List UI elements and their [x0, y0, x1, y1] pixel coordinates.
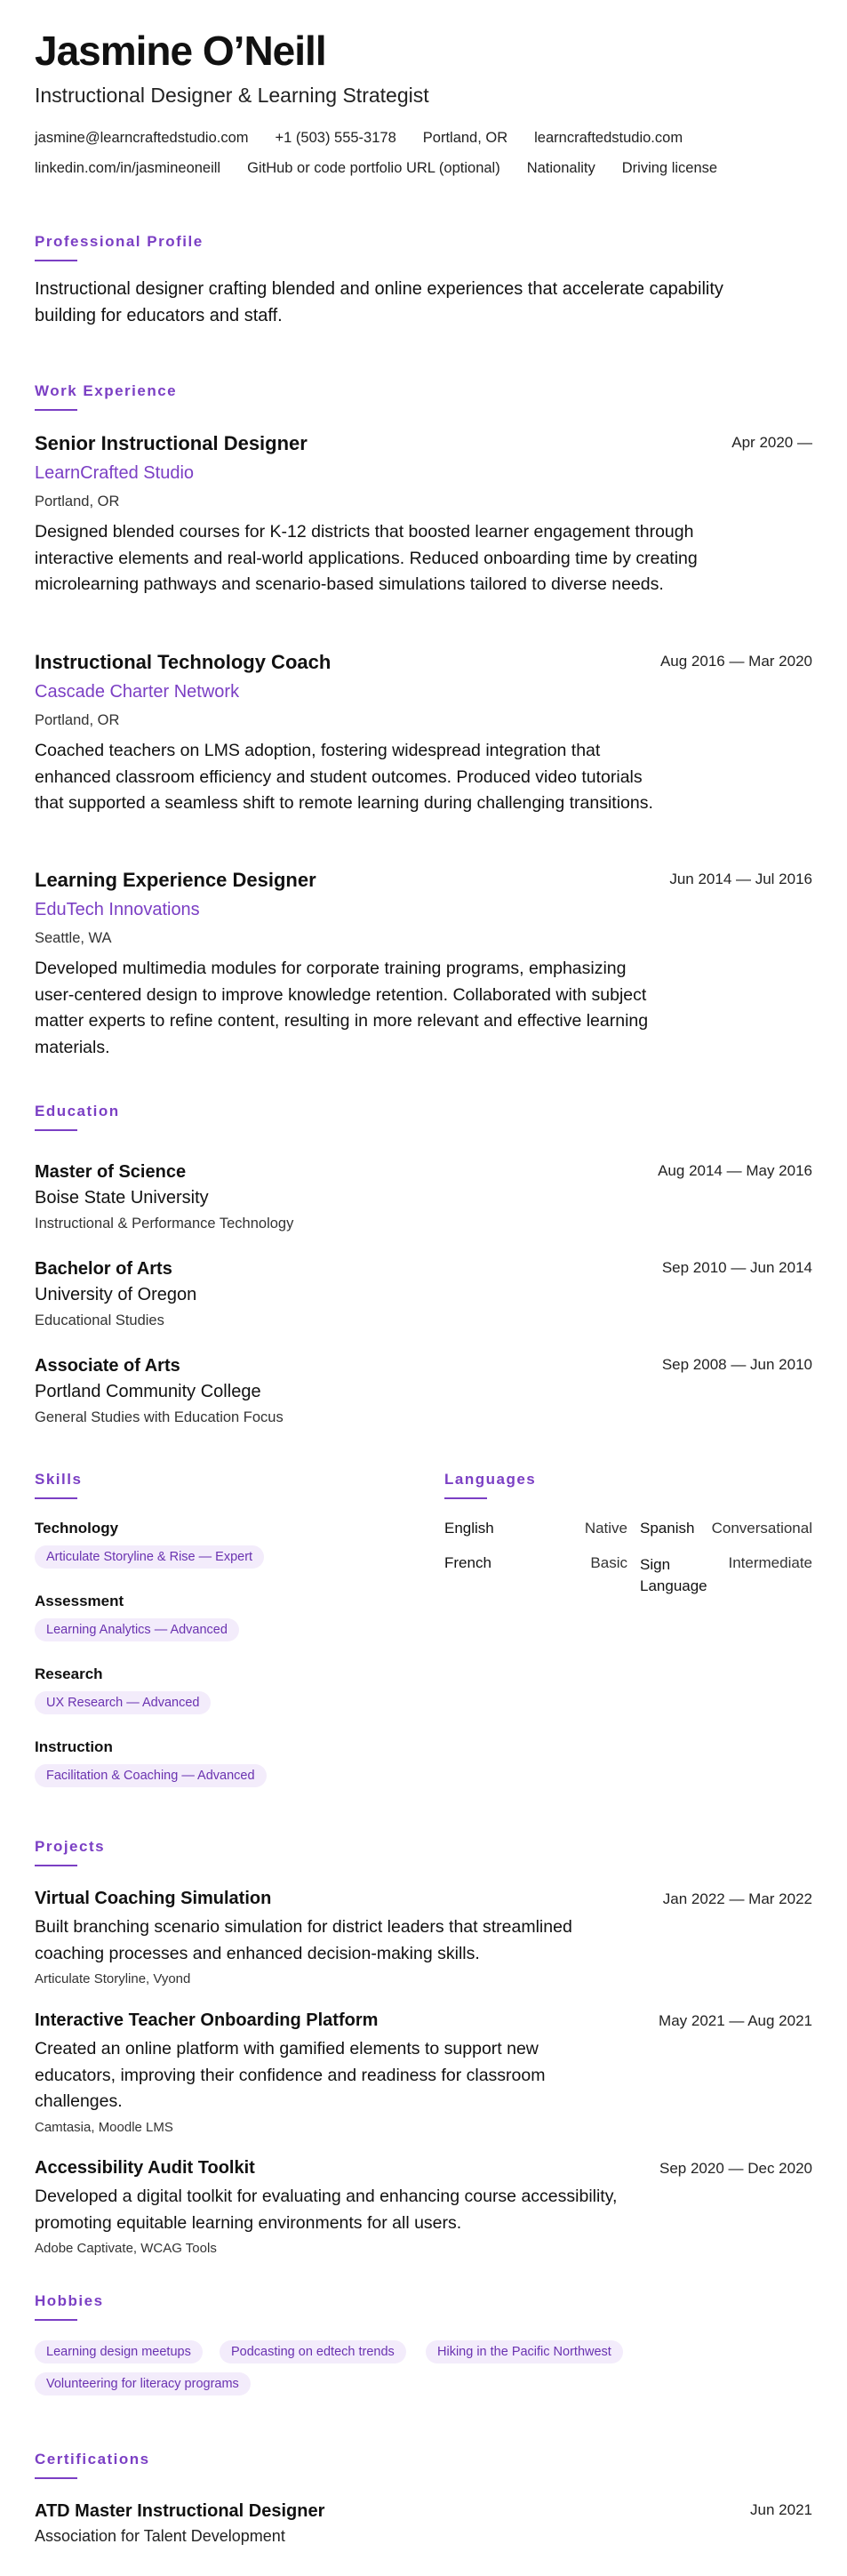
education-degree: Master of Science	[35, 1162, 187, 1182]
skill-chip: UX Research — Advanced	[35, 1691, 211, 1714]
project-tech: Articulate Storyline, Vyond	[35, 1971, 191, 1986]
contact-driving-license: Driving license	[621, 160, 718, 176]
education-degree: Associate of Arts	[35, 1356, 180, 1376]
job-company: EduTech Innovations	[35, 900, 200, 919]
certification-date: Jun 2021	[750, 2501, 812, 2518]
section-title-hobbies: Hobbies	[35, 2292, 104, 2309]
contact-linkedin[interactable]: linkedin.com/in/jasmineoneill	[35, 160, 221, 176]
job-title: Learning Experience Designer	[35, 869, 316, 891]
language-level: Native	[584, 1520, 627, 1537]
section-title-profile: Professional Profile	[35, 233, 204, 250]
skill-chip: Learning Analytics — Advanced	[35, 1618, 239, 1641]
contact-row-2	[35, 160, 717, 177]
project-tech: Adobe Captivate, WCAG Tools	[35, 2241, 217, 2256]
section-title-certifications: Certifications	[35, 2451, 150, 2468]
contact-github[interactable]: GitHub or code portfolio URL (optional)	[247, 160, 500, 176]
contact-nationality: Nationality	[526, 160, 595, 176]
project-dates: Jan 2022 — Mar 2022	[662, 1890, 812, 1907]
skill-group-name: Research	[35, 1665, 103, 1682]
skill-group-name: Assessment	[35, 1593, 124, 1609]
project-description: Created an online platform with gamified elements to support new educators, improving their confidence and readiness for classroom challenges.	[35, 2039, 546, 2111]
education-dates: Sep 2008 — Jun 2010	[661, 1356, 812, 1373]
contact-row-1	[35, 130, 683, 147]
education-dates: Sep 2010 — Jun 2014	[661, 1259, 812, 1276]
job-title: Senior Instructional Designer	[35, 432, 308, 454]
job-location: Portland, OR	[35, 494, 120, 510]
contact-website[interactable]: learncraftedstudio.com	[534, 130, 683, 146]
project-name: Interactive Teacher Onboarding Platform	[35, 2010, 379, 2030]
skill-chip: Articulate Storyline & Rise — Expert	[35, 1545, 264, 1569]
language-name: French	[444, 1554, 491, 1571]
project-description: Developed a digital toolkit for evaluating and enhancing course accessibility, promoting equitable learning environments for all users.	[35, 2187, 618, 2233]
job-company: Cascade Charter Network	[35, 682, 240, 702]
contact-phone[interactable]: +1 (503) 555-3178	[275, 130, 396, 146]
job-company: LearnCrafted Studio	[35, 463, 195, 483]
education-dates: Aug 2014 — May 2016	[658, 1162, 812, 1179]
job-dates: Apr 2020 —	[731, 434, 812, 451]
project-description: Built branching scenario simulation for district leaders that streamlined coaching processes and enhanced decision-making skills.	[35, 1917, 572, 1963]
job-description: Designed blended courses for K-12 districts that boosted learner engagement through interactive elements and real-world applications. Reduced onboarding time by creating microlearning pathways and scenario-based simulations tailored to diverse needs.	[35, 522, 698, 594]
certification-name: ATD Master Instructional Designer	[35, 2501, 325, 2521]
section-title-skills: Skills	[35, 1471, 83, 1488]
section-title-experience: Work Experience	[35, 382, 178, 399]
skill-group-name: Instruction	[35, 1738, 113, 1755]
job-description: Developed multimedia modules for corporate training programs, emphasizing user-centered design to improve knowledge retention. Collaborated with subject matter experts to refine content, resulting in more relevant and effective learning materials.	[35, 959, 649, 1057]
candidate-name: Jasmine O’Neill	[35, 28, 326, 74]
project-tech: Camtasia, Moodle LMS	[35, 2120, 173, 2135]
section-title-education: Education	[35, 1103, 120, 1119]
education-field: Instructional & Performance Technology	[35, 1216, 294, 1232]
section-title-projects: Projects	[35, 1838, 106, 1855]
education-school: Portland Community College	[35, 1382, 261, 1401]
profile-summary: Instructional designer crafting blended and online experiences that accelerate capability building for educators and staff.	[35, 279, 723, 325]
education-school: University of Oregon	[35, 1285, 197, 1304]
job-dates: Jun 2014 — Jul 2016	[669, 871, 812, 887]
hobby-chip: Podcasting on edtech trends	[220, 2340, 406, 2363]
language-level: Intermediate	[728, 1554, 812, 1571]
language-level: Conversational	[711, 1520, 812, 1537]
project-name: Accessibility Audit Toolkit	[35, 2158, 255, 2178]
education-field: Educational Studies	[35, 1312, 164, 1328]
job-title: Instructional Technology Coach	[35, 651, 332, 673]
job-description: Coached teachers on LMS adoption, fostering widespread integration that enhanced classroom efficiency and student outcomes. Produced video tutorials that supported a seamless shift to remote learning during challenging transitions.	[35, 741, 653, 813]
language-name: English	[444, 1520, 494, 1537]
skill-chip: Facilitation & Coaching — Advanced	[35, 1764, 267, 1787]
education-field: General Studies with Education Focus	[35, 1409, 284, 1425]
language-name: Spanish	[640, 1520, 695, 1537]
skill-group-name: Technology	[35, 1520, 119, 1537]
hobby-chip: Volunteering for literacy programs	[35, 2372, 251, 2395]
contact-email[interactable]: jasmine@learncraftedstudio.com	[35, 130, 249, 146]
language-level: Basic	[590, 1554, 627, 1571]
hobby-chip: Hiking in the Pacific Northwest	[426, 2340, 623, 2363]
job-location: Seattle, WA	[35, 930, 112, 946]
certification-issuer: Association for Talent Development	[35, 2527, 285, 2545]
section-title-languages: Languages	[444, 1471, 537, 1488]
project-dates: May 2021 — Aug 2021	[659, 2012, 812, 2029]
project-dates: Sep 2020 — Dec 2020	[659, 2160, 812, 2177]
job-dates: Aug 2016 — Mar 2020	[659, 653, 812, 670]
education-school: Boise State University	[35, 1188, 209, 1208]
contact-location: Portland, OR	[422, 130, 508, 146]
job-location: Portland, OR	[35, 712, 120, 728]
hobby-chip: Learning design meetups	[35, 2340, 203, 2363]
project-name: Virtual Coaching Simulation	[35, 1889, 272, 1908]
education-degree: Bachelor of Arts	[35, 1259, 172, 1279]
candidate-headline: Instructional Designer & Learning Strategist	[35, 84, 429, 107]
language-name: Sign Language	[640, 1556, 707, 1594]
